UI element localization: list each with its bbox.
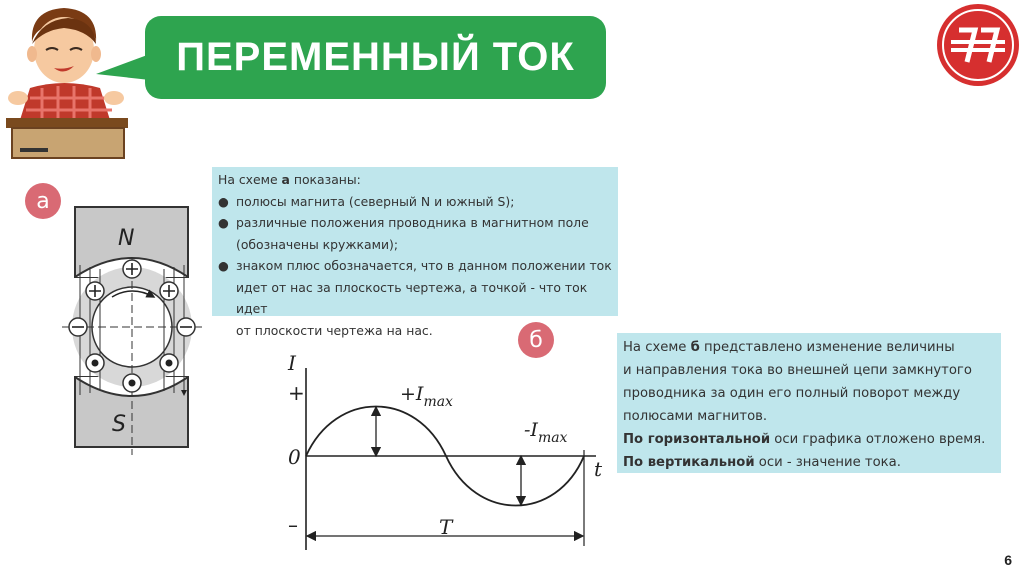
brand-logo-icon bbox=[935, 2, 1021, 88]
badge-b: б bbox=[518, 322, 554, 358]
pole-south-label: S bbox=[112, 412, 126, 437]
imax-negative-label: $-I_{max}$ bbox=[524, 419, 568, 446]
minus-label: – bbox=[288, 513, 298, 537]
imax-positive-label: $+I_{max}$ bbox=[400, 383, 453, 410]
scheme-a-intro: На схеме а показаны: bbox=[218, 172, 361, 187]
badge-a: а bbox=[25, 183, 61, 219]
list-item: ● различные положения проводника в магнитном поле bbox=[218, 215, 589, 230]
plus-label: + bbox=[288, 381, 305, 405]
zero-label: 0 bbox=[288, 445, 301, 469]
axis-x-label: t bbox=[594, 457, 603, 481]
sine-wave-diagram-b bbox=[276, 350, 612, 554]
scheme-b-description: На схеме б представлено изменение величины и направления тока во внешней цепи замкнутого проводника за один его полный поворот между полюсами магнитов. По горизонтальной оси графика отложено время. По вертикальной оси - значение тока. bbox=[617, 333, 1001, 473]
page-number: 6 bbox=[1004, 552, 1012, 568]
axis-y-label: I bbox=[288, 351, 296, 375]
pole-north-label: N bbox=[118, 226, 135, 251]
page-title: ПЕРЕМЕННЫЙ ТОК bbox=[176, 35, 575, 79]
list-item: ● полюсы магнита (северный N и южный S); bbox=[218, 193, 515, 209]
scheme-a-description: На схеме а показаны: ● полюсы магнита (северный N и южный S); ● различные положения проводника в магнитном поле (обозначены кружками); ● знаком плюс обозначается, что в данном положении ток идет от нас за плоскость чертежа, а точкой - что ток идет от плоскости чертежа на нас. bbox=[212, 167, 618, 316]
period-label: T bbox=[439, 515, 453, 539]
magnet-diagram-a bbox=[60, 205, 210, 461]
speech-tail-icon bbox=[96, 52, 150, 82]
list-item: ● знаком плюс обозначается, что в данном положении ток bbox=[218, 258, 612, 273]
